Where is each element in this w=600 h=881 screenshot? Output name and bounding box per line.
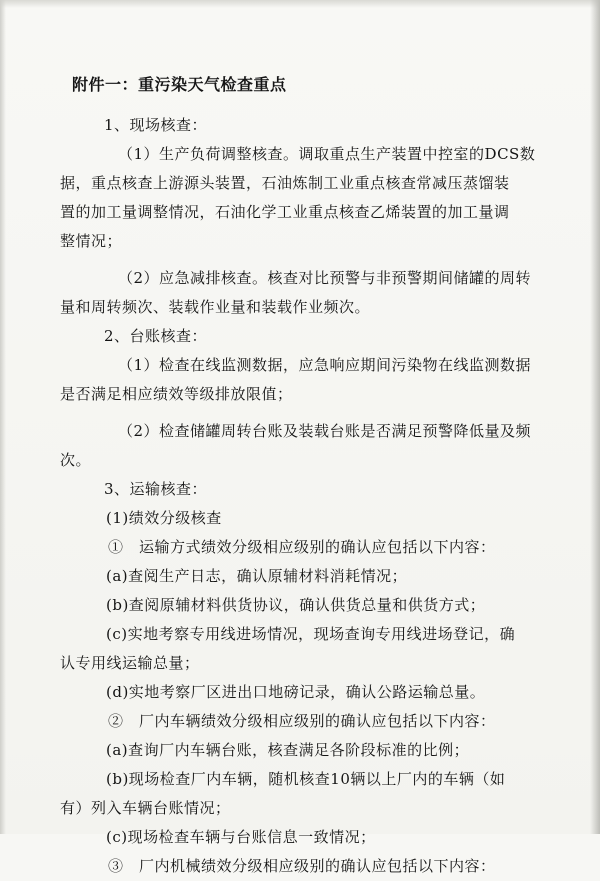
- list-item: (d)实地考察厂区进出口地磅记录，确认公路运输总量。: [106, 683, 486, 701]
- scan-edge-right: [590, 0, 600, 834]
- list-item: (c)现场检查车辆与台账信息一致情况；: [106, 828, 376, 846]
- list-item: (b)查阅原辅材料供货协议，确认供货总量和供货方式；: [106, 596, 486, 614]
- list-item: (b)现场检查厂内车辆，随机核查10辆以上厂内的车辆（如: [106, 770, 506, 788]
- paragraph-line: （1）检查在线监测数据，应急响应期间污染物在线监测数据: [118, 356, 532, 374]
- paragraph-line: 整情况；: [60, 232, 123, 250]
- paragraph-line: （2）检查储罐周转台账及装载台账是否满足预警降低量及频: [118, 422, 532, 440]
- paragraph-line: （1）生产负荷调整核查。调取重点生产装置中控室的DCS数: [118, 145, 536, 163]
- document-title: 附件一：重污染天气检查重点: [72, 75, 287, 94]
- paragraph-line: 认专用线运输总量；: [60, 654, 200, 672]
- document-body: [60, 70, 560, 881]
- paragraph-line: 置的加工量调整情况，石油化学工业重点核查乙烯装置的加工量调: [60, 203, 510, 221]
- paragraph-line: 据，重点核查上游源头装置，石油炼制工业重点核查常减压蒸馏装: [60, 174, 510, 192]
- section-heading-1: 1、现场核查：: [104, 116, 208, 134]
- list-item: ③ 厂内机械绩效分级相应级别的确认应包括以下内容：: [108, 857, 496, 875]
- scan-edge-left: [0, 0, 6, 834]
- list-item: (a)查阅生产日志，确认原辅材料消耗情况；: [106, 567, 408, 585]
- list-item: ① 运输方式绩效分级相应级别的确认应包括以下内容：: [108, 538, 496, 556]
- paragraph-line: （2）应急减排核查。核查对比预警与非预警期间储罐的周转: [118, 269, 532, 287]
- section-heading-2: 2、台账核查：: [104, 327, 208, 345]
- paragraph-line: 次。: [60, 451, 92, 469]
- list-item: (c)实地考察专用线进场情况，现场查询专用线进场登记，确: [106, 625, 516, 643]
- paragraph-line: 量和周转频次、装载作业量和装载作业频次。: [60, 298, 371, 316]
- list-item: ② 厂内车辆绩效分级相应级别的确认应包括以下内容：: [108, 712, 496, 730]
- list-item: (a)查询厂内车辆台账，核查满足各阶段标准的比例；: [106, 741, 470, 759]
- paragraph-line: 是否满足相应绩效等级排放限值；: [60, 385, 293, 403]
- scan-edge-top: [0, 0, 600, 8]
- section-heading-3: 3、运输核查：: [104, 480, 208, 498]
- paragraph-line: 有）列入车辆台账情况；: [60, 799, 231, 817]
- subsection-heading: (1)绩效分级核查: [106, 509, 222, 527]
